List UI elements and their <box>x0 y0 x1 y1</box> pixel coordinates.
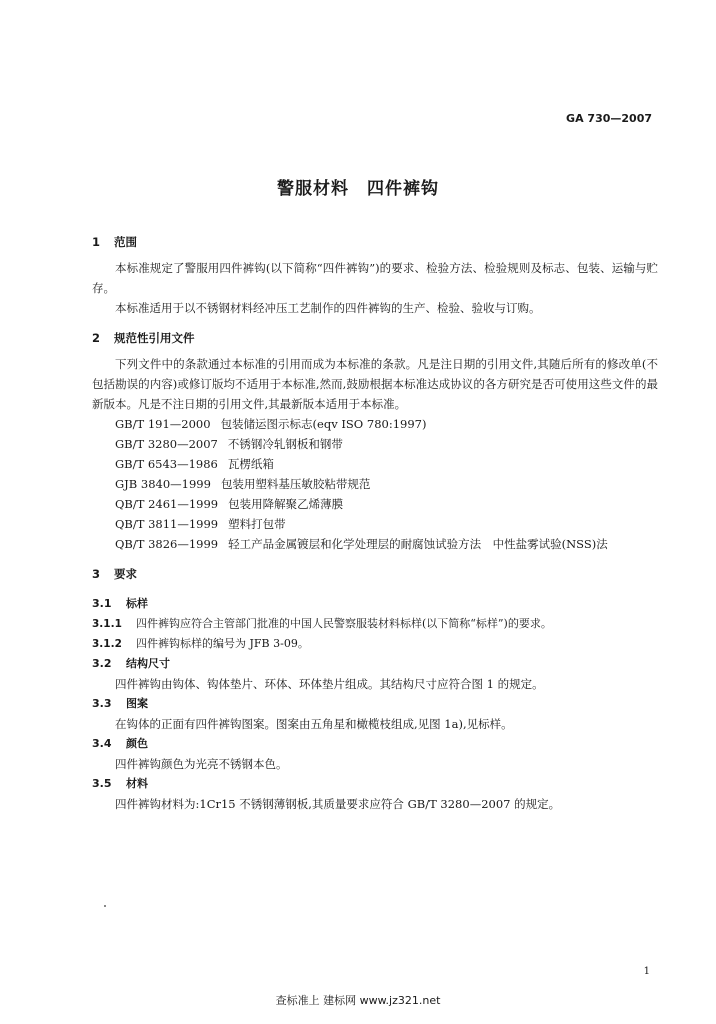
reference-item: GB/T 6543—1986 瓦楞纸箱 <box>115 457 274 471</box>
scope-paragraph-1: 本标准规定了警服用四件裤钩(以下简称“四件裤钩”)的要求、检验方法、检验规则及标志、包装、运输与贮存。 <box>92 261 658 295</box>
scan-speck <box>104 905 106 907</box>
subsection-heading-color: 3.4 颜色 <box>92 737 148 750</box>
clause-3-1-2: 3.1.2 四件裤钩标样的编号为 JFB 3-09。 <box>92 637 309 650</box>
section-heading-scope: 1 范围 <box>92 235 137 249</box>
reference-item: QB/T 3811—1999 塑料打包带 <box>115 517 286 531</box>
section-heading-requirements: 3 要求 <box>92 567 137 581</box>
reference-list <box>92 414 658 554</box>
pattern-text: 在钩体的正面有四件裤钩图案。图案由五角星和橄榄枝组成,见图 1a),见标样。 <box>115 717 513 731</box>
subsection-heading-standard-sample: 3.1 标样 <box>92 597 148 610</box>
material-text: 四件裤钩材料为:1Cr15 不锈钢薄钢板,其质量要求应符合 GB/T 3280—2007 的规定。 <box>115 797 561 811</box>
standard-code: GA 730—2007 <box>566 112 652 125</box>
reference-item: GB/T 191—2000 包装储运图示标志(eqv ISO 780:1997) <box>115 417 427 431</box>
footer-watermark-text: 查标准上 建标网 www.jz321.net <box>275 994 441 1007</box>
subsection-heading-structure-dimensions: 3.2 结构尺寸 <box>92 657 170 670</box>
document-title: 警服材料 四件裤钩 <box>277 179 439 199</box>
reference-item: QB/T 3826—1999 轻工产品金属镀层和化学处理层的耐腐蚀试验方法 中性盐雾试验(NSS)法 <box>115 537 608 551</box>
structure-dimensions-text: 四件裤钩由钩体、钩体垫片、环体、环体垫片组成。其结构尺寸应符合图 1 的规定。 <box>115 677 544 691</box>
subsection-heading-pattern: 3.3 图案 <box>92 697 148 710</box>
clause-3-1-1: 3.1.1 四件裤钩应符合主管部门批准的中国人民警察服装材料标样(以下简称“标样”)的要求。 <box>92 617 552 630</box>
scope-paragraph-2: 本标准适用于以不锈钢材料经冲压工艺制作的四件裤钩的生产、检验、验收与订购。 <box>115 301 541 315</box>
references-intro-paragraph: 下列文件中的条款通过本标准的引用而成为本标准的条款。凡是注日期的引用文件,其随后所有的修改单(不包括勘误的内容)或修订版均不适用于本标准,然而,鼓励根据本标准达成协议的各方研究是否可使用这些文件的最新版本。凡是不注日期的引用文件,其最新版本适用于本标准。 <box>92 357 658 411</box>
document-body <box>92 232 658 814</box>
reference-item: QB/T 2461—1999 包装用降解聚乙烯薄膜 <box>115 497 344 511</box>
reference-item: GB/T 3280—2007 不锈钢冷轧钢板和钢带 <box>115 437 343 451</box>
page-number: 1 <box>643 966 650 977</box>
subsection-heading-material: 3.5 材料 <box>92 777 148 790</box>
section-heading-normative-references: 2 规范性引用文件 <box>92 331 195 345</box>
color-text: 四件裤钩颜色为光亮不锈钢本色。 <box>115 757 288 771</box>
reference-item: GJB 3840—1999 包装用塑料基压敏胶粘带规范 <box>115 477 371 491</box>
